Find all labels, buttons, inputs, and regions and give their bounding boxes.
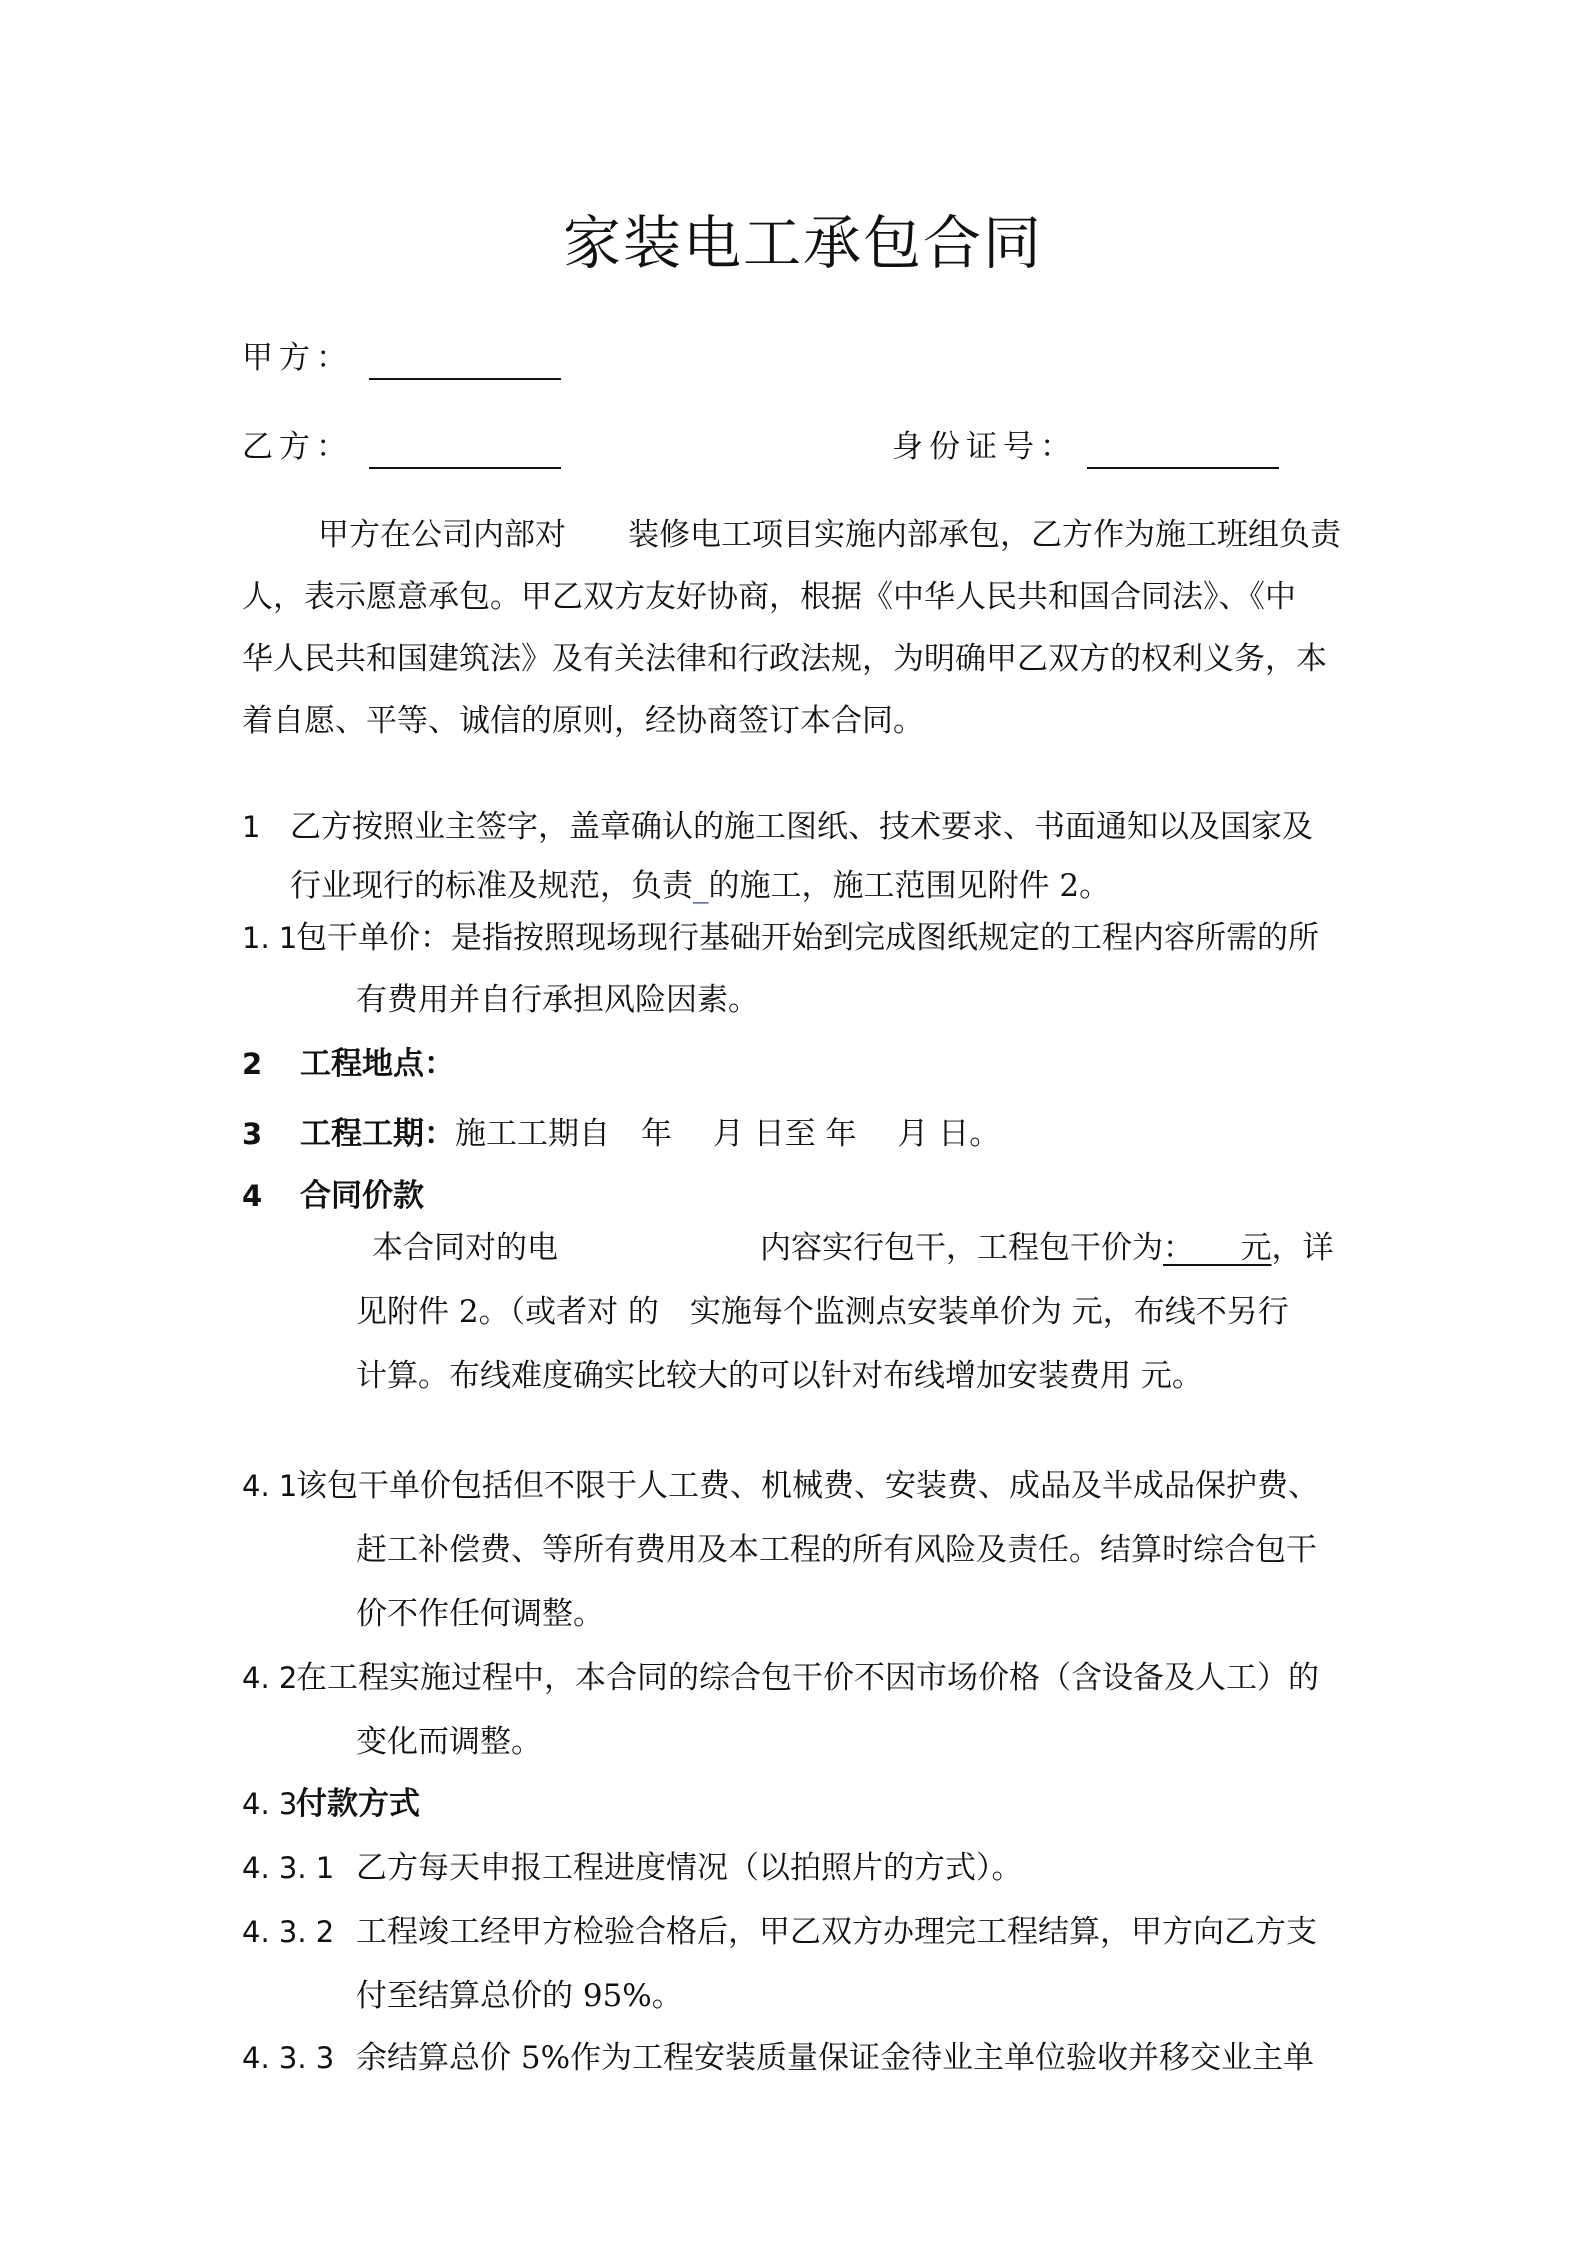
clause-4-3-label: 付款方式 <box>296 1786 420 1822</box>
clause-4-number: 4 <box>242 1179 263 1213</box>
clause-1-1-line-1: 包干单价：是指按照现场现行基础开始到完成图纸规定的工程内容所需的所 <box>296 920 1319 956</box>
clause-3-text: 施工工期自 年 月 日至 年 月 日。 <box>455 1116 1001 1152</box>
party-b-blank <box>369 433 561 469</box>
clause-4-line-1b <box>760 1226 1334 1270</box>
clause-1-1-line-2: 有费用并自行承担风险因素。 <box>356 982 759 1018</box>
clause-1-text-c: 的施工，施工范围见附件 2。 <box>708 868 1111 904</box>
clause-4-2-number: 4. 2 <box>242 1661 298 1695</box>
clause-4-2-line-2: 变化而调整。 <box>356 1724 542 1760</box>
clause-1-1-number: 1. 1 <box>242 921 298 955</box>
party-a-label: 甲方： <box>242 340 353 376</box>
clause-4-1-number: 4. 1 <box>242 1469 298 1503</box>
clause-4-1-line-3: 价不作任何调整。 <box>356 1596 604 1632</box>
clause-4-3-1-text: 乙方每天申报工程进度情况（以拍照片的方式）。 <box>356 1850 1023 1886</box>
party-b-label: 乙方： <box>242 429 353 465</box>
clause-4-label: 合同价款 <box>300 1178 424 1214</box>
clause-4-3-1-number: 4. 3. 1 <box>242 1851 335 1885</box>
clause-3-row <box>300 1112 1000 1156</box>
clause-2-text: 工程地点： <box>300 1046 455 1082</box>
clause-4-3-2-number: 4. 3. 2 <box>242 1915 335 1949</box>
intro-line-3: 华人民共和国建筑法》及有关法律和行政法规，为明确甲乙双方的权利义务，本 <box>242 641 1327 677</box>
clause-1-text-a: 行业现行的标准及规范，负责 <box>290 868 693 904</box>
clause-1-line-2 <box>290 864 1110 908</box>
clause-1-line-1: 乙方按照业主签字，盖章确认的施工图纸、技术要求、书面通知以及国家及 <box>290 809 1313 845</box>
clause-4-line-1a: 本合同对的电 <box>372 1230 558 1266</box>
party-a-row <box>242 336 561 380</box>
clause-1-number: 1 <box>242 810 261 844</box>
clause-4-line-3: 计算。布线难度确实比较大的可以针对布线增加安装费用 元。 <box>356 1358 1203 1394</box>
clause-4-2-line-1: 在工程实施过程中，本合同的综合包干价不因市场价格（含设备及人工）的 <box>296 1660 1319 1696</box>
clause-4-3-number: 4. 3 <box>242 1787 298 1821</box>
intro-line-1: 甲方在公司内部对 装修电工项目实施内部承包，乙方作为施工班组负责 <box>318 517 1341 553</box>
clause-4-3-3-number: 4. 3. 3 <box>242 2041 335 2075</box>
id-number-blank <box>1087 433 1279 469</box>
clause-4-3-3-line-1: 余结算总价 5%作为工程安装质量保证金待业主单位验收并移交业主单 <box>356 2040 1315 2076</box>
clause-4-price-blank: ： 元 <box>1163 1230 1272 1266</box>
clause-4-line-2: 见附件 2。（或者对 的 实施每个监测点安装单价为 元，布线不另行 <box>356 1294 1289 1330</box>
intro-line-4: 着自愿、平等、诚信的原则，经协商签订本合同。 <box>242 703 924 739</box>
clause-4-text-b: 内容实行包干，工程包干价为 <box>760 1230 1163 1266</box>
clause-4-1-line-2: 赶工补偿费、等所有费用及本工程的所有风险及责任。结算时综合包干 <box>356 1532 1317 1568</box>
document-title: 家装电工承包合同 <box>563 209 1044 277</box>
party-a-blank <box>369 344 561 380</box>
clause-4-text-d: ，详 <box>1271 1230 1334 1266</box>
clause-4-3-2-line-1: 工程竣工经甲方检验合格后，甲乙双方办理完工程结算，甲方向乙方支 <box>356 1914 1317 1950</box>
party-b-row <box>242 425 561 469</box>
clause-3-number: 3 <box>242 1117 263 1151</box>
id-number-label: 身份证号： <box>892 429 1077 465</box>
clause-3-label: 工程工期： <box>300 1116 455 1152</box>
id-number-row <box>892 425 1279 469</box>
clause-4-1-line-1: 该包干单价包括但不限于人工费、机械费、安装费、成品及半成品保护费、 <box>296 1468 1319 1504</box>
clause-4-3-2-line-2: 付至结算总价的 95%。 <box>356 1978 683 2014</box>
clause-1-blank: _ <box>693 868 709 904</box>
clause-2-number: 2 <box>242 1047 263 1081</box>
intro-line-2: 人，表示愿意承包。甲乙双方友好协商，根据《中华人民共和国合同法》、《中 <box>242 579 1296 615</box>
